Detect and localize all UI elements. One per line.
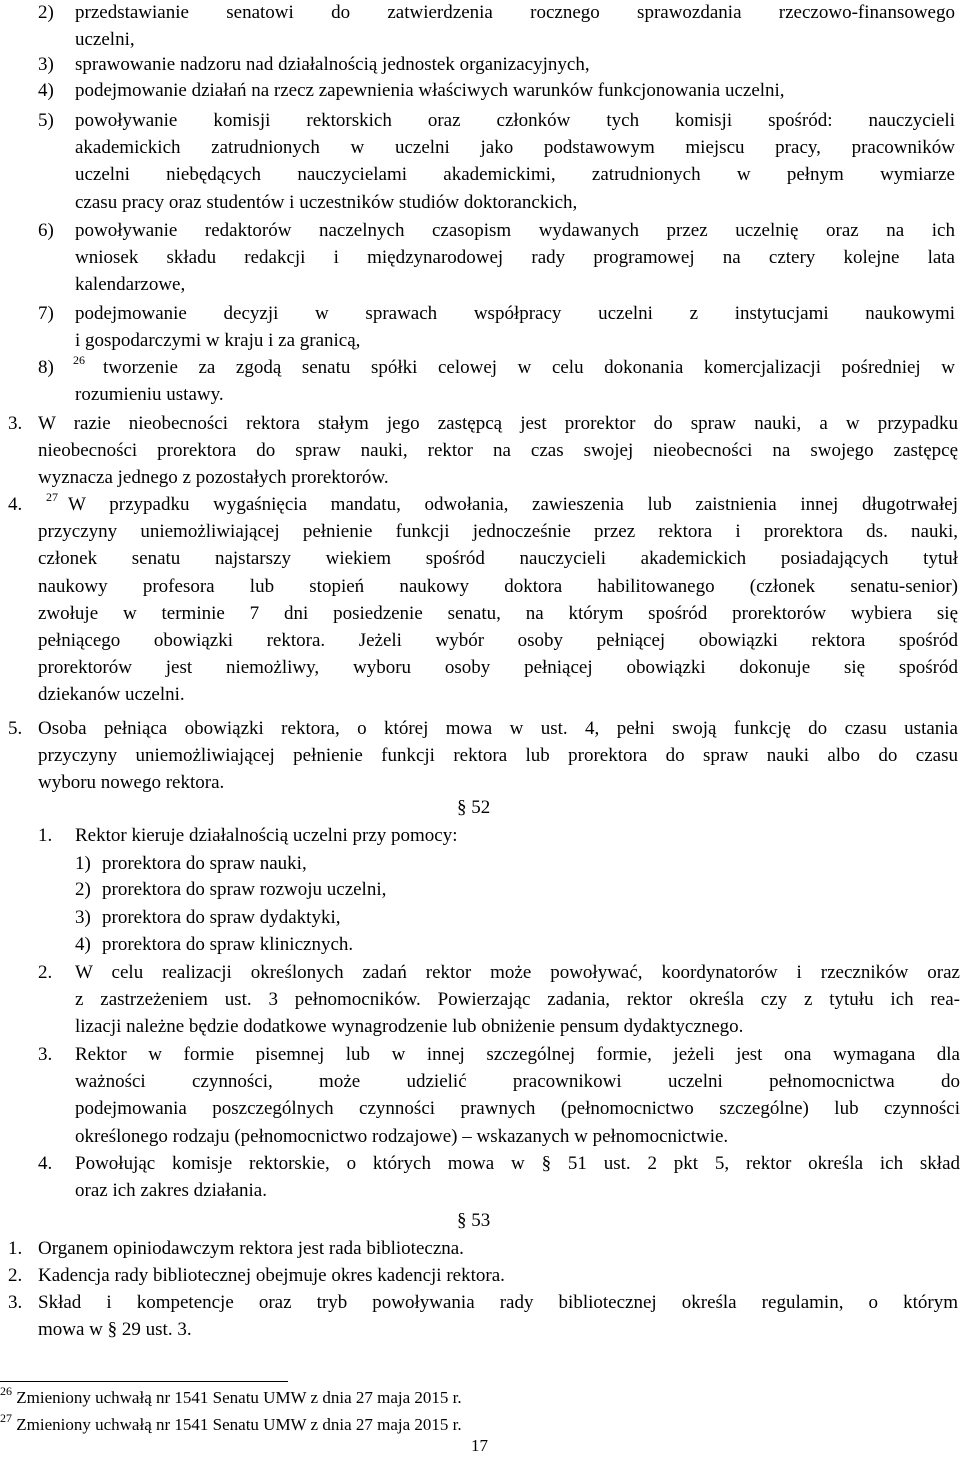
footnote-text: Zmieniony uchwałą nr 1541 Senatu UMW z dnia 27 maja 2015 r. — [12, 1388, 462, 1407]
item-number: 1. — [38, 825, 53, 846]
text-line: W przypadku wygaśnięcia mandatu, odwołania, zawieszenia lub zaistnienia innej długotrwałej — [68, 494, 958, 515]
text-line: przyczyny uniemożliwiającej pełnienie funkcji rektora lub prorektora do spraw nauki albo do czasu — [38, 745, 958, 767]
text-line: wniosek składu redakcji i międzynarodowej rady programowej na cztery kolejne lata — [75, 247, 955, 269]
text-line: określonego rodzaju (pełnomocnictwo rodzajowe) – wskazanych w pełnomocnictwie. — [75, 1125, 729, 1147]
footnote-text: Zmieniony uchwałą nr 1541 Senatu UMW z dnia 27 maja 2015 r. — [12, 1415, 462, 1434]
text-line: rozumieniu ustawy. — [75, 384, 224, 406]
text-line: zwołuje w terminie 7 dni posiedzenie senatu, na którym spośród prorektorów wybiera się — [38, 602, 958, 624]
text-line: prorektora do spraw dydaktyki, — [102, 907, 341, 928]
item-number: 3. — [8, 413, 23, 434]
item-number: 2. — [8, 1265, 23, 1286]
text-line: Rektor kieruje działalnością uczelni przy pomocy: — [75, 825, 458, 846]
item-number: 4) — [38, 80, 54, 101]
text-line: podejmowania poszczególnych czynności prawnych (pełnomocnictwo szczególne) lub czynności — [75, 1098, 960, 1120]
text-line: sprawowanie nadzoru nad działalnością jednostek organizacyjnych, — [75, 54, 590, 75]
text-line: nieobecności prorektora do spraw nauki, rektor na czas swojej nieobecności na swojego zastępcę — [38, 440, 958, 462]
footnote — [0, 1411, 462, 1436]
text-line: naukowy profesora lub stopień naukowy doktora habilitowanego (członek senatu-senior) — [38, 575, 958, 597]
item-number: 4) — [75, 934, 91, 955]
item-number: 3) — [75, 907, 91, 928]
text-line: podejmowanie decyzji w sprawach współpracy uczelni z instytucjami naukowymi — [75, 303, 955, 324]
section-heading-53: § 53 — [457, 1210, 491, 1231]
footnote-reference: 27 — [46, 490, 58, 504]
item-number: 3. — [38, 1044, 53, 1065]
text-line: mowa w § 29 ust. 3. — [38, 1319, 192, 1341]
item-number: 2) — [75, 879, 91, 900]
text-line: tworzenie za zgodą senatu spółki celowej w celu dokonania komercjalizacji pośredniej w — [103, 357, 955, 378]
text-line: członek senatu najstarszy wiekiem spośród nauczycieli akademickich posiadających tytuł — [38, 548, 958, 570]
text-line: W razie nieobecności rektora stałym jego zastępcą jest prorektor do spraw nauki, a w przypadku — [38, 413, 958, 434]
item-number: 3) — [38, 54, 54, 75]
item-number: 1) — [75, 853, 91, 874]
text-line: pełniącego obowiązki rektora. Jeżeli wybór osoby pełniącej obowiązki rektora spośród — [38, 630, 958, 651]
section-heading-52: § 52 — [457, 797, 491, 818]
item-number: 6) — [38, 220, 54, 241]
text-line: lizacji należne będzie dodatkowe wynagrodzenie lub obniżenie pensum dydaktycznego. — [75, 1016, 744, 1038]
text-line: z zastrzeżeniem ust. 3 pełnomocników. Powierzając zadania, rektor określa czy z tytułu ich rea- — [75, 989, 960, 1011]
text-line: uczelni, — [75, 29, 135, 51]
text-line: ważności czynności, może udzielić pracownikowi uczelni pełnomocnictwa do — [75, 1071, 960, 1093]
text-line: Skład i kompetencje oraz tryb powoływania rady bibliotecznej określa regulamin, o którym — [38, 1292, 958, 1313]
text-line: Powołując komisje rektorskie, o których mowa w § 51 ust. 2 pkt 5, rektor określa ich skład — [75, 1153, 960, 1174]
text-line: dziekanów uczelni. — [38, 684, 185, 706]
item-number: 4. — [38, 1153, 53, 1174]
text-line: prorektora do spraw klinicznych. — [102, 934, 354, 955]
item-number: 4. — [8, 494, 23, 515]
text-line: W celu realizacji określonych zadań rektor może powoływać, koordynatorów i rzeczników oraz — [75, 962, 960, 983]
item-number: 1. — [8, 1238, 23, 1259]
text-line: prorektora do spraw rozwoju uczelni, — [102, 879, 387, 900]
footnote-number: 27 — [0, 1411, 12, 1425]
text-line: wyznacza jednego z pozostałych prorektorów. — [38, 467, 389, 489]
page-number: 17 — [471, 1436, 488, 1455]
item-number: 5) — [38, 110, 54, 131]
text-line: Kadencja rady bibliotecznej obejmuje okres kadencji rektora. — [38, 1265, 505, 1286]
text-line: przedstawianie senatowi do zatwierdzenia rocznego sprawozdania rzeczowo-finansowego — [75, 2, 955, 23]
text-line: przyczyny uniemożliwiającej pełnienie funkcji jednocześnie przez rektora i prorektora ds. nauki, — [38, 521, 958, 543]
text-line: prorektora do spraw nauki, — [102, 853, 307, 874]
text-line: prorektorów jest niemożliwy, wyboru osoby pełniącej obowiązki dokonuje się spośród — [38, 657, 958, 679]
item-number: 8) — [38, 357, 54, 378]
item-number: 5. — [8, 718, 23, 739]
text-line: Organem opiniodawczym rektora jest rada biblioteczna. — [38, 1238, 464, 1259]
item-number: 2. — [38, 962, 53, 983]
item-number: 2) — [38, 2, 54, 23]
text-line: powoływanie redaktorów naczelnych czasopism wydawanych przez uczelnię oraz na ich — [75, 220, 955, 241]
footnote — [0, 1384, 462, 1409]
text-line: kalendarzowe, — [75, 274, 186, 296]
text-line: czasu pracy oraz studentów i uczestników studiów doktoranckich, — [75, 191, 578, 213]
text-line: podejmowanie działań na rzecz zapewnienia właściwych warunków funkcjonowania uczelni, — [75, 80, 785, 101]
footnote-number: 26 — [0, 1384, 12, 1398]
item-number: 7) — [38, 303, 54, 324]
text-line: oraz ich zakres działania. — [75, 1180, 267, 1202]
footnote-separator — [0, 1381, 288, 1382]
text-line: wyboru nowego rektora. — [38, 772, 225, 794]
item-number: 3. — [8, 1292, 23, 1313]
text-line: uczelni niebędących nauczycielami akademickimi, zatrudnionych w pełnym wymiarze — [75, 164, 955, 186]
text-line: Osoba pełniąca obowiązki rektora, o której mowa w ust. 4, pełni swoją funkcję do czasu ustania — [38, 718, 958, 739]
text-line: Rektor w formie pisemnej lub w innej szczególnej formie, jeżeli jest ona wymagana dla — [75, 1044, 960, 1065]
footnote-reference: 26 — [73, 353, 85, 367]
text-line: akademickich zatrudnionych w uczelni jako podstawowym miejscu pracy, pracowników — [75, 137, 955, 159]
text-line: i gospodarczymi w kraju i za granicą, — [75, 330, 361, 352]
text-line: powoływanie komisji rektorskich oraz członków tych komisji spośród: nauczycieli — [75, 110, 955, 131]
